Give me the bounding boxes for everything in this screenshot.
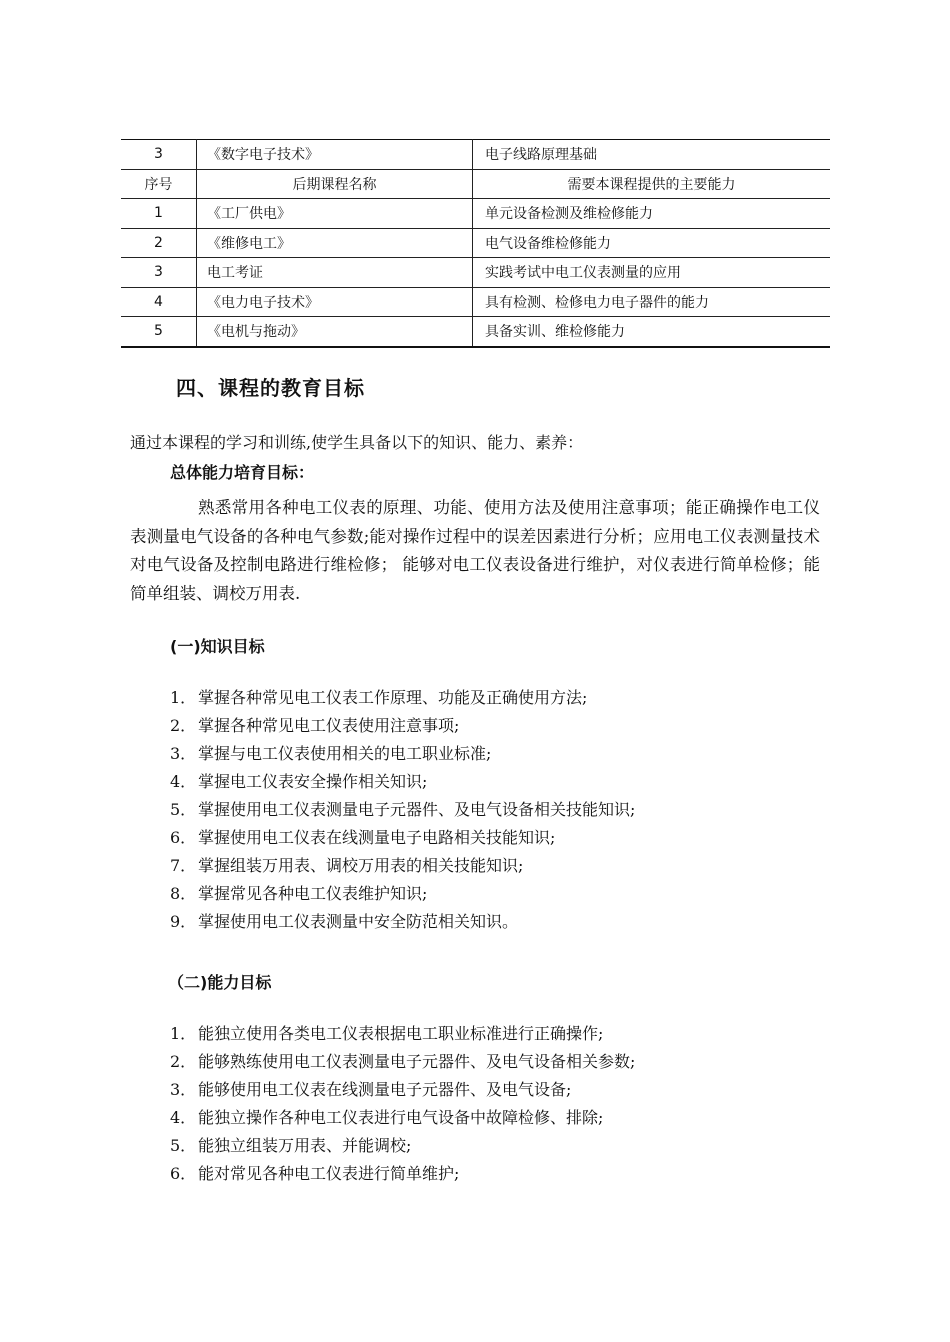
table-cell-ability: 具备实训、维检修能力 bbox=[473, 317, 831, 347]
list-item: 4． 能独立操作各种电工仪表进行电气设备中故障检修、排除; bbox=[170, 1108, 604, 1127]
table-cell-course: 电工考证 bbox=[197, 258, 473, 288]
table-row bbox=[121, 228, 830, 258]
table-cell-no: 4 bbox=[121, 287, 197, 317]
table-row bbox=[121, 258, 830, 288]
list-item: 3． 能够使用电工仪表在线测量电子元器件、及电气设备; bbox=[170, 1080, 572, 1099]
course-relation-table bbox=[121, 139, 830, 348]
table-cell-no: 3 bbox=[121, 258, 197, 288]
table-header-row bbox=[121, 169, 830, 199]
table-cell-ability: 电子线路原理基础 bbox=[473, 140, 831, 170]
list-item: 7． 掌握组装万用表、调校万用表的相关技能知识; bbox=[170, 856, 524, 875]
ability-goal-heading: （二)能力目标 bbox=[168, 973, 272, 992]
list-item: 6． 掌握使用电工仪表在线测量电子电路相关技能知识; bbox=[170, 828, 556, 847]
overall-goal-paragraph: 熟悉常用各种电工仪表的原理、功能、使用方法及使用注意事项；能正确操作电工仪表测量电气设备的各种电气参数;能对操作过程中的误差因素进行分析；应用电工仪表测量技术对电气设备及控制电路进行维检修； 能够对电工仪表设备进行维护，对仪表进行简单检修；能简单组装、调校万用表. bbox=[130, 498, 820, 603]
list-item: 3． 掌握与电工仪表使用相关的电工职业标准; bbox=[170, 744, 492, 763]
table-row bbox=[121, 140, 830, 170]
table-header-ability: 需要本课程提供的主要能力 bbox=[473, 169, 831, 199]
list-item: 2． 能够熟练使用电工仪表测量电子元器件、及电气设备相关参数; bbox=[170, 1052, 636, 1071]
list-item: 1． 能独立使用各类电工仪表根据电工职业标准进行正确操作; bbox=[170, 1024, 604, 1043]
knowledge-goal-heading: (一)知识目标 bbox=[170, 637, 265, 656]
table-cell-no: 1 bbox=[121, 199, 197, 229]
table-row bbox=[121, 317, 830, 347]
list-item: 1． 掌握各种常见电工仪表工作原理、功能及正确使用方法; bbox=[170, 688, 588, 707]
table-cell-ability: 具有检测、检修电力电子器件的能力 bbox=[473, 287, 831, 317]
table-header-course: 后期课程名称 bbox=[197, 169, 473, 199]
list-item: 5． 掌握使用电工仪表测量电子元器件、及电气设备相关技能知识; bbox=[170, 800, 636, 819]
list-item: 4． 掌握电工仪表安全操作相关知识; bbox=[170, 772, 428, 791]
table-cell-course: 《电机与拖动》 bbox=[197, 317, 473, 347]
list-item: 9． 掌握使用电工仪表测量中安全防范相关知识。 bbox=[170, 912, 519, 931]
knowledge-goal-list bbox=[170, 684, 635, 936]
table-header-no: 序号 bbox=[121, 169, 197, 199]
list-item: 8． 掌握常见各种电工仪表维护知识; bbox=[170, 884, 428, 903]
table-row bbox=[121, 287, 830, 317]
table-cell-no: 5 bbox=[121, 317, 197, 347]
table-cell-course: 《维修电工》 bbox=[197, 228, 473, 258]
table-cell-no: 2 bbox=[121, 228, 197, 258]
overall-goal-heading: 总体能力培育目标： bbox=[170, 463, 315, 482]
table-cell-course: 《数字电子技术》 bbox=[197, 140, 473, 170]
ability-goal-list bbox=[170, 1020, 635, 1188]
table-cell-ability: 实践考试中电工仪表测量的应用 bbox=[473, 258, 831, 288]
table-row bbox=[121, 199, 830, 229]
table-cell-no: 3 bbox=[121, 140, 197, 170]
table-cell-course: 《电力电子技术》 bbox=[197, 287, 473, 317]
intro-text: 通过本课程的学习和训练,使学生具备以下的知识、能力、素养： bbox=[130, 433, 584, 452]
list-item: 5． 能独立组装万用表、并能调校; bbox=[170, 1136, 412, 1155]
table-cell-ability: 电气设备维检修能力 bbox=[473, 228, 831, 258]
list-item: 2． 掌握各种常见电工仪表使用注意事项; bbox=[170, 716, 460, 735]
list-item: 6． 能对常见各种电工仪表进行简单维护; bbox=[170, 1164, 460, 1183]
table-cell-course: 《工厂供电》 bbox=[197, 199, 473, 229]
section-heading: 四、课程的教育目标 bbox=[176, 376, 365, 400]
table-cell-ability: 单元设备检测及维检修能力 bbox=[473, 199, 831, 229]
